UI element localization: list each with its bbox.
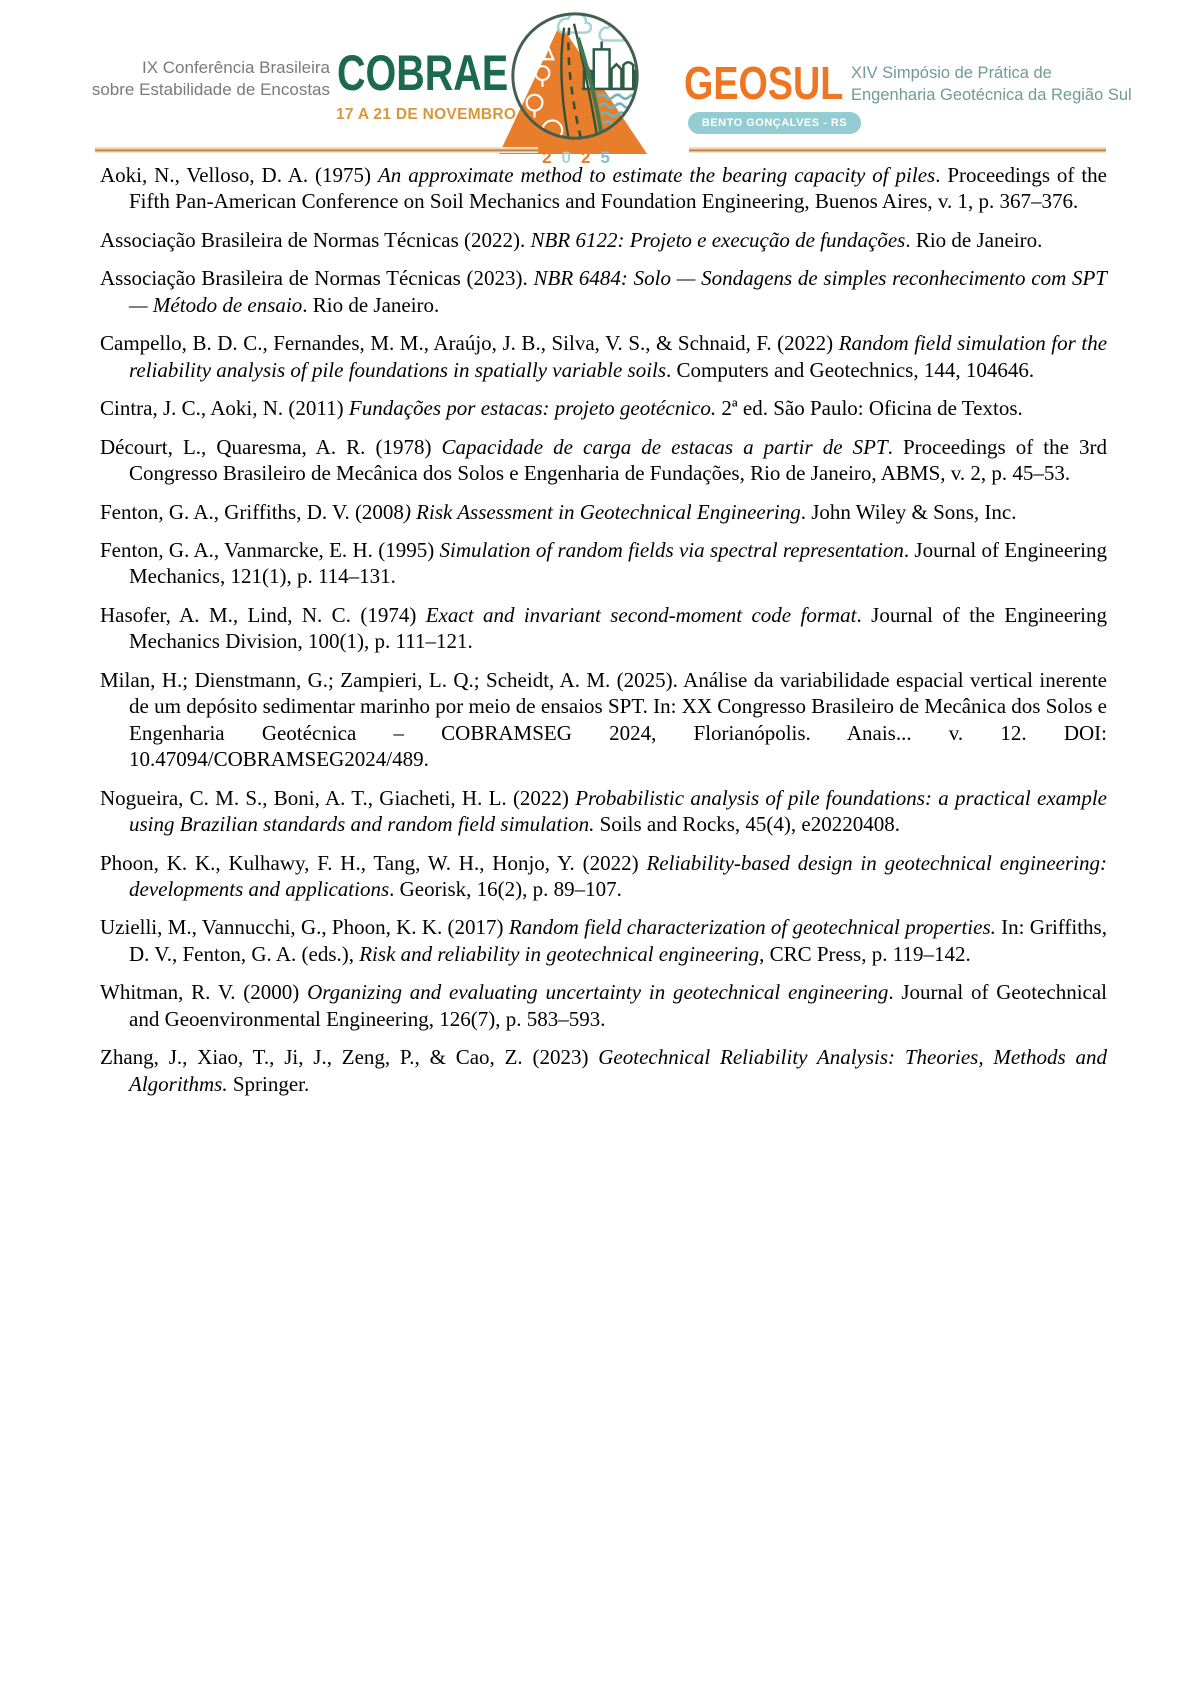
reference-title-italic: Simulation of random fields via spectral representation [439, 537, 904, 562]
conference-header [0, 0, 1191, 170]
reference-text: Milan, H.; Dienstmann, G.; Zampieri, L. Q.; Scheidt, A. M. (2025). Análise da variabilidade espacial vertical inerente de um depósito sedimentar marinho por meio de ensaios SPT. In: XX Congresso Brasileiro de Mecânica dos Solos e Engenharia Geotécnica – COBRAMSEG 2024, Florianópolis. Anais... v. 12. DOI: 10.47094/COBRAMSEG2024/489. [100, 667, 1107, 772]
logo-year-digit: 2 [581, 148, 591, 167]
reference-text: Phoon, K. K., Kulhawy, F. H., Tang, W. H., Honjo, Y. (2022) [100, 850, 647, 875]
reference-text: . Computers and Geotechnics, 144, 104646. [666, 357, 1035, 382]
reference-entry [100, 499, 1107, 525]
geosul-tagline-line1: XIV Simpósio de Prática de [851, 64, 1052, 82]
reference-text: Whitman, R. V. (2000) [100, 980, 308, 1005]
reference-title-italic: NBR 6122: Projeto e execução de fundações [530, 227, 906, 252]
reference-text: . Rio de Janeiro. [302, 292, 440, 317]
reference-text: . Rio de Janeiro. [905, 227, 1043, 252]
reference-title-italic: Random field simulation for the reliability analysis of pile foundations in spatially variable soils [129, 331, 1108, 382]
reference-entry [100, 1044, 1107, 1097]
reference-entry [100, 914, 1107, 967]
reference-text: Springer. [227, 1071, 310, 1096]
reference-text: . Journal of Engineering Mechanics, 121(1), p. 114–131. [129, 537, 1107, 589]
reference-title-italic: Capacidade de carga de estacas a partir de SPT [441, 434, 888, 459]
landslide-city-logo-icon [498, 4, 654, 154]
reference-text: Décourt, L., Quaresma, A. R. (1978) [100, 434, 442, 459]
geosul-tagline-line2: Engenharia Geotécnica da Região Sul [851, 85, 1132, 104]
reference-title-italic: Probabilistic analysis of pile foundations: a practical example using Brazilian standards and random field simulation. [129, 785, 1107, 837]
reference-entry [100, 434, 1107, 487]
reference-title-italic: Risk and reliability in geotechnical engineering [359, 941, 760, 966]
reference-entry [100, 330, 1107, 383]
references-list [100, 162, 1107, 1109]
logo-year-digit: 5 [600, 148, 610, 167]
reference-title-italic: Fundações por estacas: projeto geotécnico. [348, 396, 717, 421]
reference-title-italic: An approximate method to estimate the bearing capacity of piles [377, 163, 936, 187]
reference-text: Aoki, N., Velloso, D. A. (1975) [100, 163, 378, 187]
geosul-logo-text: GEOSUL [684, 57, 844, 109]
logo-year-digit: 0 [561, 148, 571, 167]
reference-entry [100, 602, 1107, 655]
header-divider-left [95, 147, 538, 153]
reference-text: Zhang, J., Xiao, T., Ji, J., Zeng, P., & Cao, Z. (2023) [100, 1045, 599, 1070]
reference-entry [100, 667, 1107, 773]
reference-text: In: Griffiths, D. V., Fenton, G. A. (eds.), [129, 915, 1107, 966]
reference-text: . Journal of the Engineering Mechanics Division, 100(1), p. 111–121. [129, 602, 1107, 654]
reference-text: Hasofer, A. M., Lind, N. C. (1974) [100, 602, 426, 627]
reference-title-italic: Random field characterization of geotechnical properties. [508, 915, 996, 940]
reference-text: Soils and Rocks, 45(4), e20220408. [594, 812, 900, 837]
reference-title-italic: ) Risk Assessment in Geotechnical Engineering [403, 499, 801, 524]
reference-entry [100, 227, 1107, 253]
reference-text: , CRC Press, p. 119–142. [759, 941, 971, 966]
cobrae-dates: 17 A 21 DE NOVEMBRO [336, 106, 517, 123]
reference-entry [100, 785, 1107, 838]
geosul-tagline [851, 63, 1141, 107]
header-divider-right [689, 147, 1106, 153]
reference-title-italic: Reliability-based design in geotechnical engineering: developments and applications [129, 850, 1107, 901]
reference-entry [100, 162, 1107, 215]
reference-text: Fenton, G. A., Griffiths, D. V. (2008 [100, 499, 404, 524]
cobrae-subtitle-line2: sobre Estabilidade de Encostas [91, 80, 330, 100]
reference-entry [100, 395, 1107, 421]
reference-text: . Journal of Geotechnical and Geoenvironmental Engineering, 126(7), p. 583–593. [129, 980, 1108, 1031]
reference-text: Associação Brasileira de Normas Técnicas (2022). [100, 227, 531, 252]
reference-entry [100, 850, 1107, 903]
reference-text: . Proceedings of the Fifth Pan-American Conference on Soil Mechanics and Foundation Engineering, Buenos Aires, v. 1, p. 367–376. [129, 163, 1108, 214]
reference-text: Nogueira, C. M. S., Boni, A. T., Giacheti, H. L. (2022) [100, 785, 576, 810]
location-badge: BENTO GONÇALVES - RS [688, 112, 861, 134]
reference-text: Cintra, J. C., Aoki, N. (2011) [100, 396, 349, 421]
reference-text: Fenton, G. A., Vanmarcke, E. H. (1995) [100, 537, 440, 562]
cobrae-logo-text: COBRAE [337, 45, 509, 101]
reference-title-italic: Organizing and evaluating uncertainty in geotechnical engineering [307, 980, 889, 1005]
cobrae-subtitle-line1: IX Conferência Brasileira [141, 58, 330, 77]
cobrae-subtitle [90, 57, 330, 102]
reference-text: Uzielli, M., Vannucchi, G., Phoon, K. K. (2017) [100, 915, 509, 940]
logo-year-digit: 2 [542, 148, 552, 167]
conference-logo-icon [498, 4, 654, 154]
reference-text: . Proceedings of the 3rd Congresso Brasileiro de Mecânica dos Solos e Engenharia de Fundações, Rio de Janeiro, ABMS, v. 2, p. 45–53. [129, 434, 1107, 486]
reference-entry [100, 979, 1107, 1032]
reference-text: . John Wiley & Sons, Inc. [800, 499, 1017, 524]
reference-title-italic: Geotechnical Reliability Analysis: Theories, Methods and Algorithms. [129, 1045, 1108, 1096]
reference-entry [100, 537, 1107, 590]
reference-text: 2ª ed. São Paulo: Oficina de Textos. [716, 396, 1023, 421]
reference-title-italic: Exact and invariant second-moment code format [425, 602, 857, 627]
reference-text: . Georisk, 16(2), p. 89–107. [389, 876, 622, 901]
reference-entry [100, 265, 1107, 318]
reference-title-italic: NBR 6484: Solo — Sondagens de simples reconhecimento com SPT — Método de ensaio [129, 266, 1107, 317]
reference-text: Campello, B. D. C., Fernandes, M. M., Araújo, J. B., Silva, V. S., & Schnaid, F. (2022) [100, 331, 839, 356]
reference-text: Associação Brasileira de Normas Técnicas (2023). [100, 266, 534, 291]
